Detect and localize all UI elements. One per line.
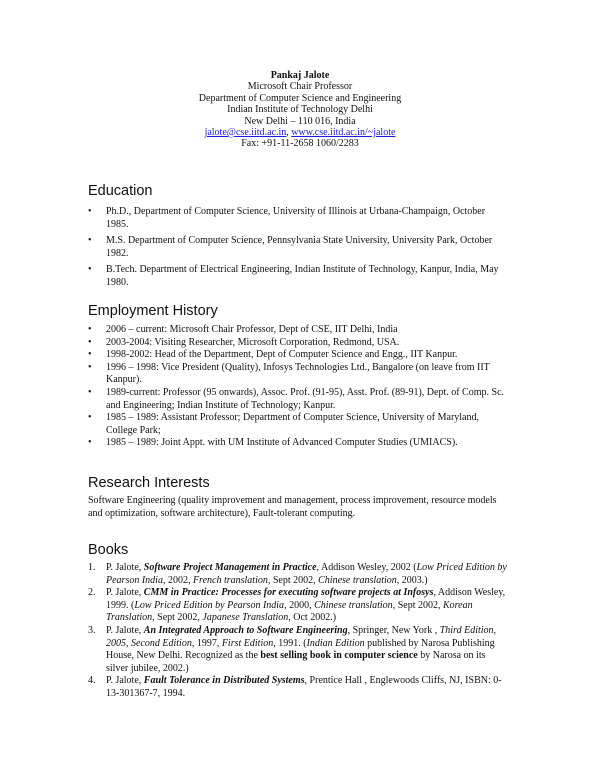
email-link[interactable]: jalote@cse.iitd.ac.in bbox=[204, 126, 287, 138]
website-link[interactable]: www.cse.iitd.ac.in/~jalote bbox=[291, 126, 396, 138]
employment-item: • 1985 – 1989: Joint Appt. with UM Institute of Advanced Computer Studies (UMIACS). bbox=[88, 437, 458, 449]
bullet: • bbox=[88, 206, 92, 217]
link-separator: , bbox=[286, 126, 292, 138]
book-item: 2. P. Jalote, CMM in Practice: Processes for executing software projects at Infosys, Addison Wesley, 1999. (Low Priced Edition by Pearson India, 2000, Chinese translation, Sept 2002, Korean Translation, Sept 2002, Japanese Translation, Oct 2002.) bbox=[88, 587, 506, 624]
contact-links bbox=[0, 127, 600, 138]
employment-item: • 2006 – current: Microsoft Chair Professor, Dept of CSE, IIT Delhi, India bbox=[88, 324, 398, 335]
bullet: • bbox=[88, 336, 92, 348]
book-item: 1. P. Jalote, Software Project Management in Practice, Addison Wesley, 2002 (Low Priced Edition by Pearson India, 2002, French translation, Sept 2002, Chinese translation, 2003.) bbox=[88, 562, 507, 586]
bullet: • bbox=[88, 264, 92, 276]
department: Department of Computer Science and Engineering bbox=[198, 92, 402, 104]
bullet: • bbox=[88, 437, 92, 449]
address: New Delhi – 110 016, India bbox=[244, 115, 356, 127]
bullet: • bbox=[88, 349, 92, 361]
books-list bbox=[88, 562, 508, 701]
research-heading: Research Interests bbox=[88, 475, 210, 491]
book-title: An Integrated Approach to Software Engineering bbox=[143, 624, 348, 636]
fax: Fax: +91-11-2658 1060/2283 bbox=[241, 138, 359, 150]
bullet: • bbox=[88, 235, 92, 247]
bullet: • bbox=[88, 412, 92, 424]
research-text: Software Engineering (quality improvement and management, process improvement, resource models and optimization, software architecture), Fault-tolerant computing. bbox=[88, 495, 497, 519]
book-title: CMM in Practice: Processes for executing software projects at Infosys bbox=[143, 587, 434, 599]
employment-item: • 1985 – 1989: Assistant Professor; Department of Computer Science, University of Maryland, College Park; bbox=[88, 412, 479, 436]
book-item: 3. P. Jalote, An Integrated Approach to Software Engineering, Springer, New York , Third Edition, 2005, Second Edition, 1997, First Edition, 1991. (Indian Edition published by Narosa Publishing House, New Delhi. Recognized as the best selling book in computer science by Narosa on its silver jubilee, 2002.) bbox=[88, 624, 497, 674]
contact-header bbox=[0, 70, 600, 150]
education-item: • M.S. Department of Computer Science, Pennsylvania State University, University Park, October 1982. bbox=[88, 235, 493, 259]
employment-item: • 1989-current: Professor (95 onwards), Assoc. Prof. (91-95), Asst. Prof. (89-91), Dept. of Comp. Sc. and Engineering; Indian Institute of Technology; Kanpur. bbox=[88, 386, 505, 411]
book-item: 4. P. Jalote, Fault Tolerance in Distributed Systems, Prentice Hall , Englewoods Cliffs, NJ, ISBN: 0-13-301367-7, 1994. bbox=[88, 675, 502, 699]
employment-list bbox=[88, 324, 508, 450]
education-item: • Ph.D., Department of Computer Science, University of Illinois at Urbana-Champaign, October 1985. bbox=[88, 206, 486, 230]
education-heading: Education bbox=[88, 183, 153, 199]
education-list bbox=[88, 206, 508, 290]
employment-item: • 1996 – 1998: Vice President (Quality), Infosys Technologies Ltd., Bangalore (on leave from IIT Kanpur). bbox=[88, 361, 490, 386]
author-name: Pankaj Jalote bbox=[270, 70, 330, 81]
employment-item: • 1998-2002: Head of the Department, Dept of Computer Science and Engg., IIT Kanpur. bbox=[88, 349, 458, 361]
employment-item: • 2003-2004: Visiting Researcher, Microsoft Corporation, Redmond, USA. bbox=[88, 336, 400, 348]
education-item: • B.Tech. Department of Electrical Engineering, Indian Institute of Technology, Kanpur, India, May 1980. bbox=[88, 264, 499, 288]
book-title: Fault Tolerance in Distributed Systems bbox=[143, 675, 305, 687]
employment-heading: Employment History bbox=[88, 303, 218, 319]
books-heading: Books bbox=[88, 542, 129, 558]
bullet: • bbox=[88, 361, 92, 373]
book-title: Software Project Management in Practice bbox=[143, 562, 317, 573]
author-title: Microsoft Chair Professor bbox=[247, 81, 353, 93]
bullet: • bbox=[88, 386, 92, 398]
highlight-text: best selling book in computer science bbox=[260, 650, 418, 662]
institute: Indian Institute of Technology Delhi bbox=[227, 104, 373, 116]
bullet: • bbox=[88, 324, 92, 335]
